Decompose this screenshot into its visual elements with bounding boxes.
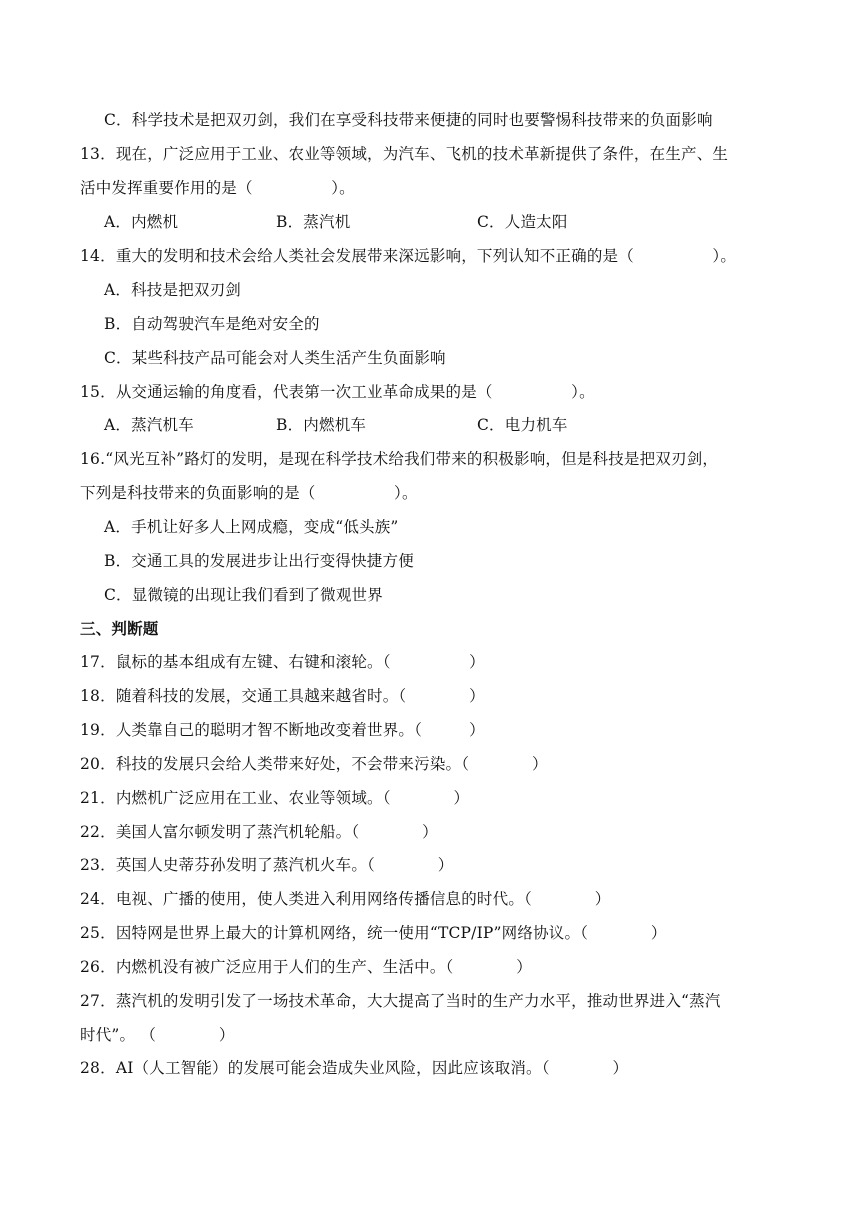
q15-stem: 15．从交通运输的角度看，代表第一次工业革命成果的是（ ）。 <box>80 383 595 401</box>
q17: 17．鼠标的基本组成有左键、右键和滚轮。（ ） <box>80 653 485 671</box>
q16-option-a: A．手机让好多人上网成瘾，变成“低头族” <box>104 518 399 536</box>
q12-option-c: C．科学技术是把双刃剑，我们在享受科技带来便捷的同时也要警惕科技带来的负面影响 <box>104 111 713 129</box>
q15-options <box>104 413 824 437</box>
q16-stem-line1: 16.“风光互补”路灯的发明，是现在科学技术给我们带来的积极影响，但是科技是把双刃剑， <box>80 450 719 468</box>
q13-option-a: A．内燃机 <box>104 213 179 231</box>
q19: 19．人类靠自己的聪明才智不断地改变着世界。（ ） <box>80 721 485 739</box>
q28: 28．AI（人工智能）的发展可能会造成失业风险，因此应该取消。（ ） <box>80 1059 629 1077</box>
q15-option-c: C．电力机车 <box>477 416 568 434</box>
q13-option-c: C．人造太阳 <box>477 213 568 231</box>
q13-stem-line2: 活中发挥重要作用的是（ ）。 <box>80 179 355 197</box>
q14-option-c: C．某些科技产品可能会对人类生活产生负面影响 <box>104 349 446 367</box>
q13-options <box>104 210 824 234</box>
section-heading-judgement: 三、判断题 <box>80 620 159 638</box>
q21: 21．内燃机广泛应用在工业、农业等领域。（ ） <box>80 789 470 807</box>
q16-stem-line2: 下列是科技带来的负面影响的是（ ）。 <box>80 484 418 502</box>
q24: 24．电视、广播的使用，使人类进入利用网络传播信息的时代。（ ） <box>80 890 611 908</box>
q14-stem: 14．重大的发明和技术会给人类社会发展带来深远影响，下列认知不正确的是（ ）。 <box>80 247 737 265</box>
q16-option-b: B．交通工具的发展进步让出行变得快捷方便 <box>104 552 414 570</box>
q27-line1: 27．蒸汽机的发明引发了一场技术革命，大大提高了当时的生产力水平，推动世界进入“蒸汽 <box>80 992 721 1010</box>
q15-option-b: B．内燃机车 <box>276 416 367 434</box>
q13-stem-line1: 13．现在，广泛应用于工业、农业等领域，为汽车、飞机的技术革新提供了条件，在生产、生 <box>80 145 729 163</box>
q23: 23．英国人史蒂芬孙发明了蒸汽机火车。（ ） <box>80 856 454 874</box>
q18: 18．随着科技的发展，交通工具越来越省时。（ ） <box>80 687 485 705</box>
q26: 26．内燃机没有被广泛应用于人们的生产、生活中。（ ） <box>80 958 532 976</box>
q27-line2: 时代”。 （ ） <box>80 1026 235 1044</box>
q16-option-c: C．显微镜的出现让我们看到了微观世界 <box>104 586 383 604</box>
q25: 25．因特网是世界上最大的计算机网络，统一使用“TCP/IP”网络协议。（ ） <box>80 924 667 942</box>
q22: 22．美国人富尔顿发明了蒸汽机轮船。（ ） <box>80 823 438 841</box>
q13-option-b: B．蒸汽机 <box>276 213 351 231</box>
q14-option-a: A．科技是把双刃剑 <box>104 281 241 299</box>
q20: 20．科技的发展只会给人类带来好处，不会带来污染。（ ） <box>80 755 548 773</box>
q14-option-b: B．自动驾驶汽车是绝对安全的 <box>104 315 320 333</box>
q15-option-a: A．蒸汽机车 <box>104 416 194 434</box>
